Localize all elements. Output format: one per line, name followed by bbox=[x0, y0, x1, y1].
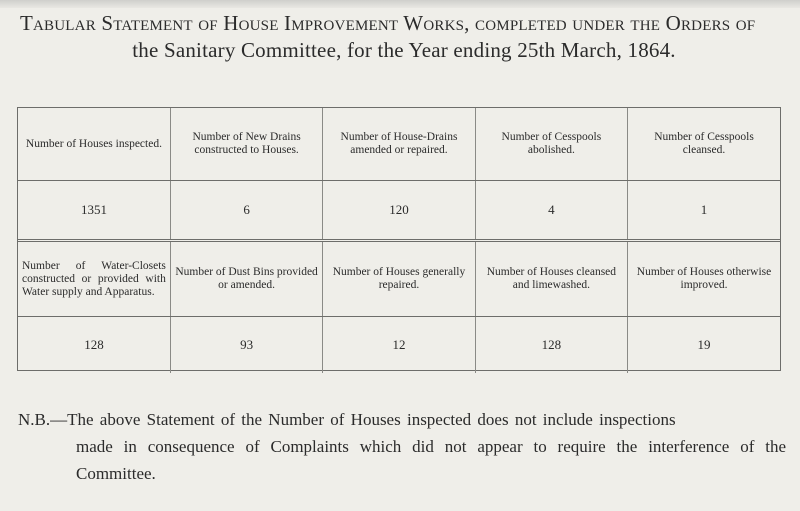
value-cell: 93 bbox=[170, 317, 322, 374]
value-row-2 bbox=[18, 317, 780, 374]
header-cell: Number of Water-Closets constructed or provided with Water supply and Apparatus. bbox=[18, 241, 170, 317]
value-cell: 120 bbox=[323, 181, 475, 241]
header-cell: Number of Houses inspected. bbox=[18, 108, 170, 181]
title-line-1: Tabular Statement of House Improvement Works, completed under the Orders of bbox=[20, 11, 756, 35]
footnote bbox=[18, 406, 786, 487]
header-cell: Number of Houses generally repaired. bbox=[323, 241, 475, 317]
header-cell: Number of Dust Bins provided or amended. bbox=[170, 241, 322, 317]
value-cell: 1351 bbox=[18, 181, 170, 241]
value-cell: 6 bbox=[170, 181, 322, 241]
header-cell: Number of Houses cleansed and limewashed. bbox=[475, 241, 627, 317]
value-cell: 128 bbox=[18, 317, 170, 374]
header-cell: Number of Houses otherwise improved. bbox=[628, 241, 780, 317]
statement-table bbox=[17, 107, 781, 371]
page-top-edge bbox=[0, 0, 800, 8]
value-cell: 12 bbox=[323, 317, 475, 374]
footnote-continuation: made in consequence of Complaints which did not appear to require the interference of the Committee. bbox=[76, 437, 786, 483]
footnote-first-line: N.B.—The above Statement of the Number of Houses inspected does not include inspections bbox=[18, 410, 676, 429]
value-cell: 4 bbox=[475, 181, 627, 241]
header-row-2 bbox=[18, 241, 780, 317]
header-cell: Number of House-Drains amended or repaired. bbox=[323, 108, 475, 181]
header-cell: Number of New Drains constructed to Houses. bbox=[170, 108, 322, 181]
page-title bbox=[18, 10, 790, 64]
header-cell: Number of Cesspools cleansed. bbox=[628, 108, 780, 181]
value-row-1 bbox=[18, 181, 780, 241]
value-cell: 1 bbox=[628, 181, 780, 241]
title-line-2: the Sanitary Committee, for the Year ending 25th March, 1864. bbox=[132, 38, 676, 62]
value-cell: 128 bbox=[475, 317, 627, 374]
value-cell: 19 bbox=[697, 337, 711, 352]
header-row-1 bbox=[18, 108, 780, 181]
header-cell: Number of Cesspools abolished. bbox=[475, 108, 627, 181]
